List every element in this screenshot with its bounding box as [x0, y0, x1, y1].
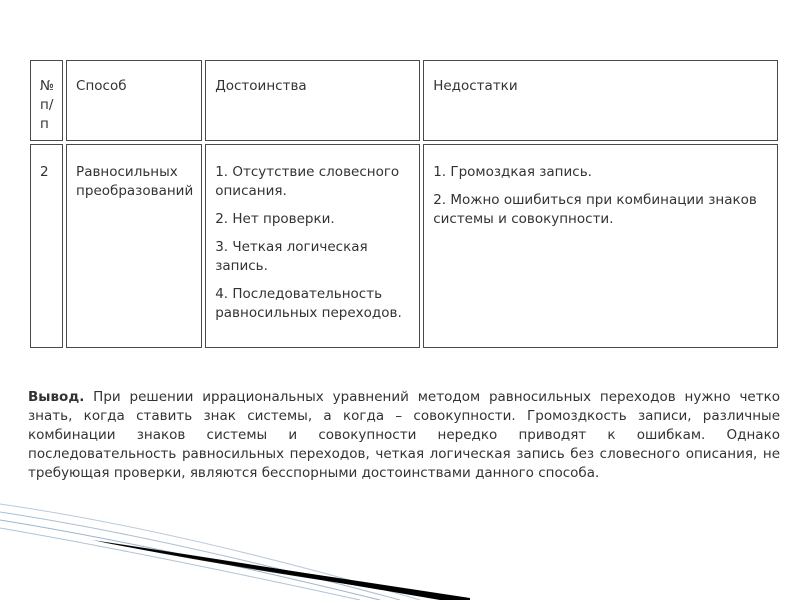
header-disadvantages: Недостатки [423, 60, 778, 141]
table-row [30, 144, 778, 348]
advantage-item: 1. Отсутствие словесного описания. [215, 164, 400, 199]
swoosh-dark-core [100, 542, 470, 600]
row-disadvantages [423, 144, 778, 348]
advantage-item: 3. Четкая логическая запись. [215, 239, 368, 274]
row-advantages [205, 144, 420, 348]
decorative-swoosh [0, 490, 800, 600]
header-method: Способ [66, 60, 202, 141]
disadvantages-list [433, 163, 769, 229]
conclusion-label: Вывод. [28, 388, 85, 405]
advantages-list [215, 163, 411, 323]
comparison-table [27, 57, 781, 351]
conclusion-paragraph [28, 388, 780, 483]
header-advantages: Достоинства [205, 60, 420, 141]
advantage-item: 2. Нет проверки. [215, 211, 335, 227]
row-number: 2 [30, 144, 63, 348]
disadvantage-item: 2. Можно ошибиться при комбинации знаков системы и совокупности. [433, 192, 757, 227]
header-number: № п/ п [30, 60, 63, 141]
advantage-item: 4. Последовательность равносильных переходов. [215, 286, 402, 321]
row-method: Равносильных преобразований [66, 144, 202, 348]
conclusion-text: При решении иррациональных уравнений методом равносильных переходов нужно четко знать, когда ставить знак системы, а когда – совокупности. Громоздкость записи, различные комбинации знаков системы и совокупности нередко приводят к ошибкам. Однако последовательность равносильных переходов, четкая логическая запись без словесного описания, не требующая проверки, являются бесспорными достоинствами данного способа. [28, 388, 780, 481]
table-header-row [30, 60, 778, 141]
disadvantage-item: 1. Громоздкая запись. [433, 164, 592, 180]
